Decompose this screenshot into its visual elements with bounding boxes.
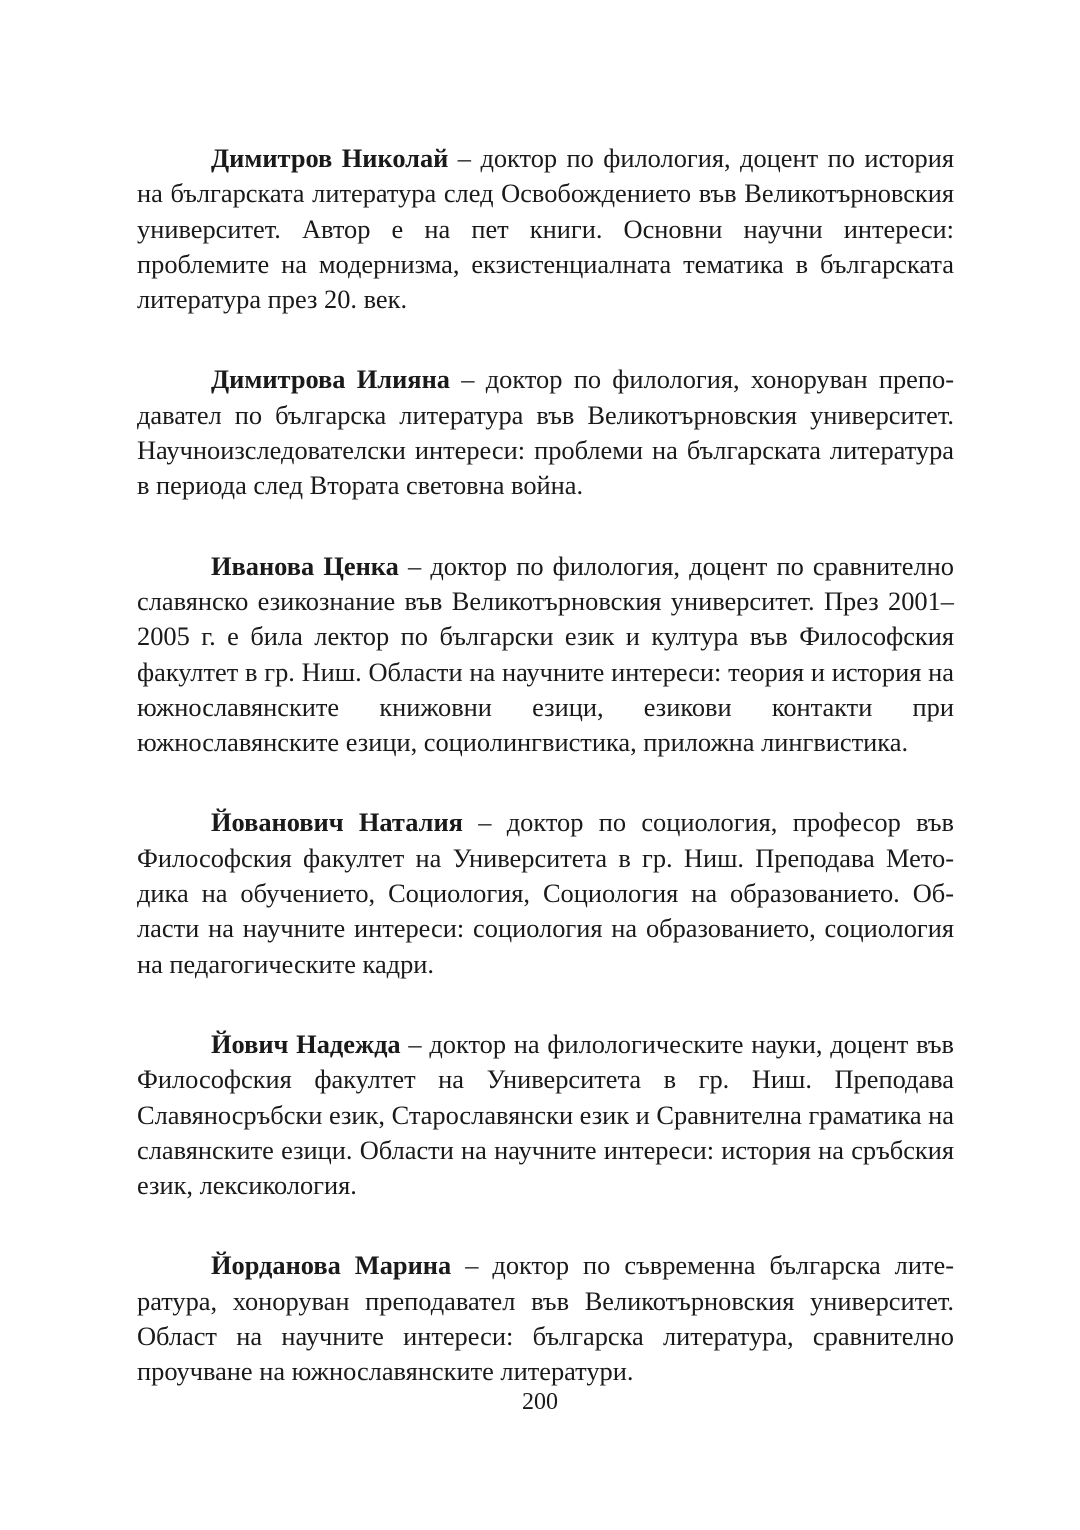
contributor-entry-5: [137, 1027, 954, 1203]
contributor-description: – доктор по филология, хоноруван преподавател по българска литература във Великотърновския университет. Научноизследователски интереси: проблеми на българската литература в периода след Втората световна война.: [137, 364, 955, 501]
contributor-name: Йорданова Марина: [211, 1250, 452, 1281]
contributor-name: Йович Надежда: [211, 1028, 401, 1059]
contributor-description: – доктор по съвременна българска литература, хоноруван преподавател във Великотърновския университет. Област на научните интереси: българска литература, сравнително проучване на южнославянските литератури.: [137, 1250, 954, 1387]
contributor-name: Димитрова Илияна: [211, 364, 450, 395]
contributors-list: [137, 141, 954, 1435]
page-number: 200: [522, 1389, 558, 1415]
contributor-name: Иванова Ценка: [211, 550, 399, 581]
contributor-entry-6: [137, 1248, 954, 1389]
contributor-entry-2: [137, 362, 954, 503]
contributor-description: – доктор по социология, професор във Философския факултет на Университета в гр. Ниш. Преподава Методика на обучението, Социология, Социология на образованието. Области на научните интереси: социология на образованието, социология на педагогическите кадри.: [137, 807, 954, 979]
contributor-description: – доктор по филология, доцент по сравнително славянско езикознание във Великотърновския университет. През 2001–2005 г. е била лектор по български език и култура във Философския факултет в гр. Ниш. Области на научните интереси: теория и история на южнославянските книжовни езици, езикови контакти при южнославянските езици, социолингвистика, приложна лингвистика.: [137, 550, 954, 758]
contributor-name: Димитров Николай: [211, 143, 449, 173]
contributor-entry-1: [137, 141, 954, 317]
contributor-description: – доктор на филологическите науки, доцент във Философския факултет на Университета в гр. Ниш. Преподава Славяносръбски език, Старославянски език и Сравнителна граматика на славянските езици. Области на научните интереси: история на сръбския език, лексикология.: [137, 1028, 954, 1201]
contributor-name: Йованович Наталия: [211, 807, 463, 838]
contributor-entry-4: [137, 805, 954, 981]
contributor-entry-3: [137, 549, 954, 761]
contributor-description: – доктор по филология, доцент по история на българската литература след Освобождението във Великотърновския университет. Автор е на пет книги. Основни научни интереси: проблемите на модернизма, екзистенциалната тематика в българската литература през 20. век.: [137, 143, 954, 315]
